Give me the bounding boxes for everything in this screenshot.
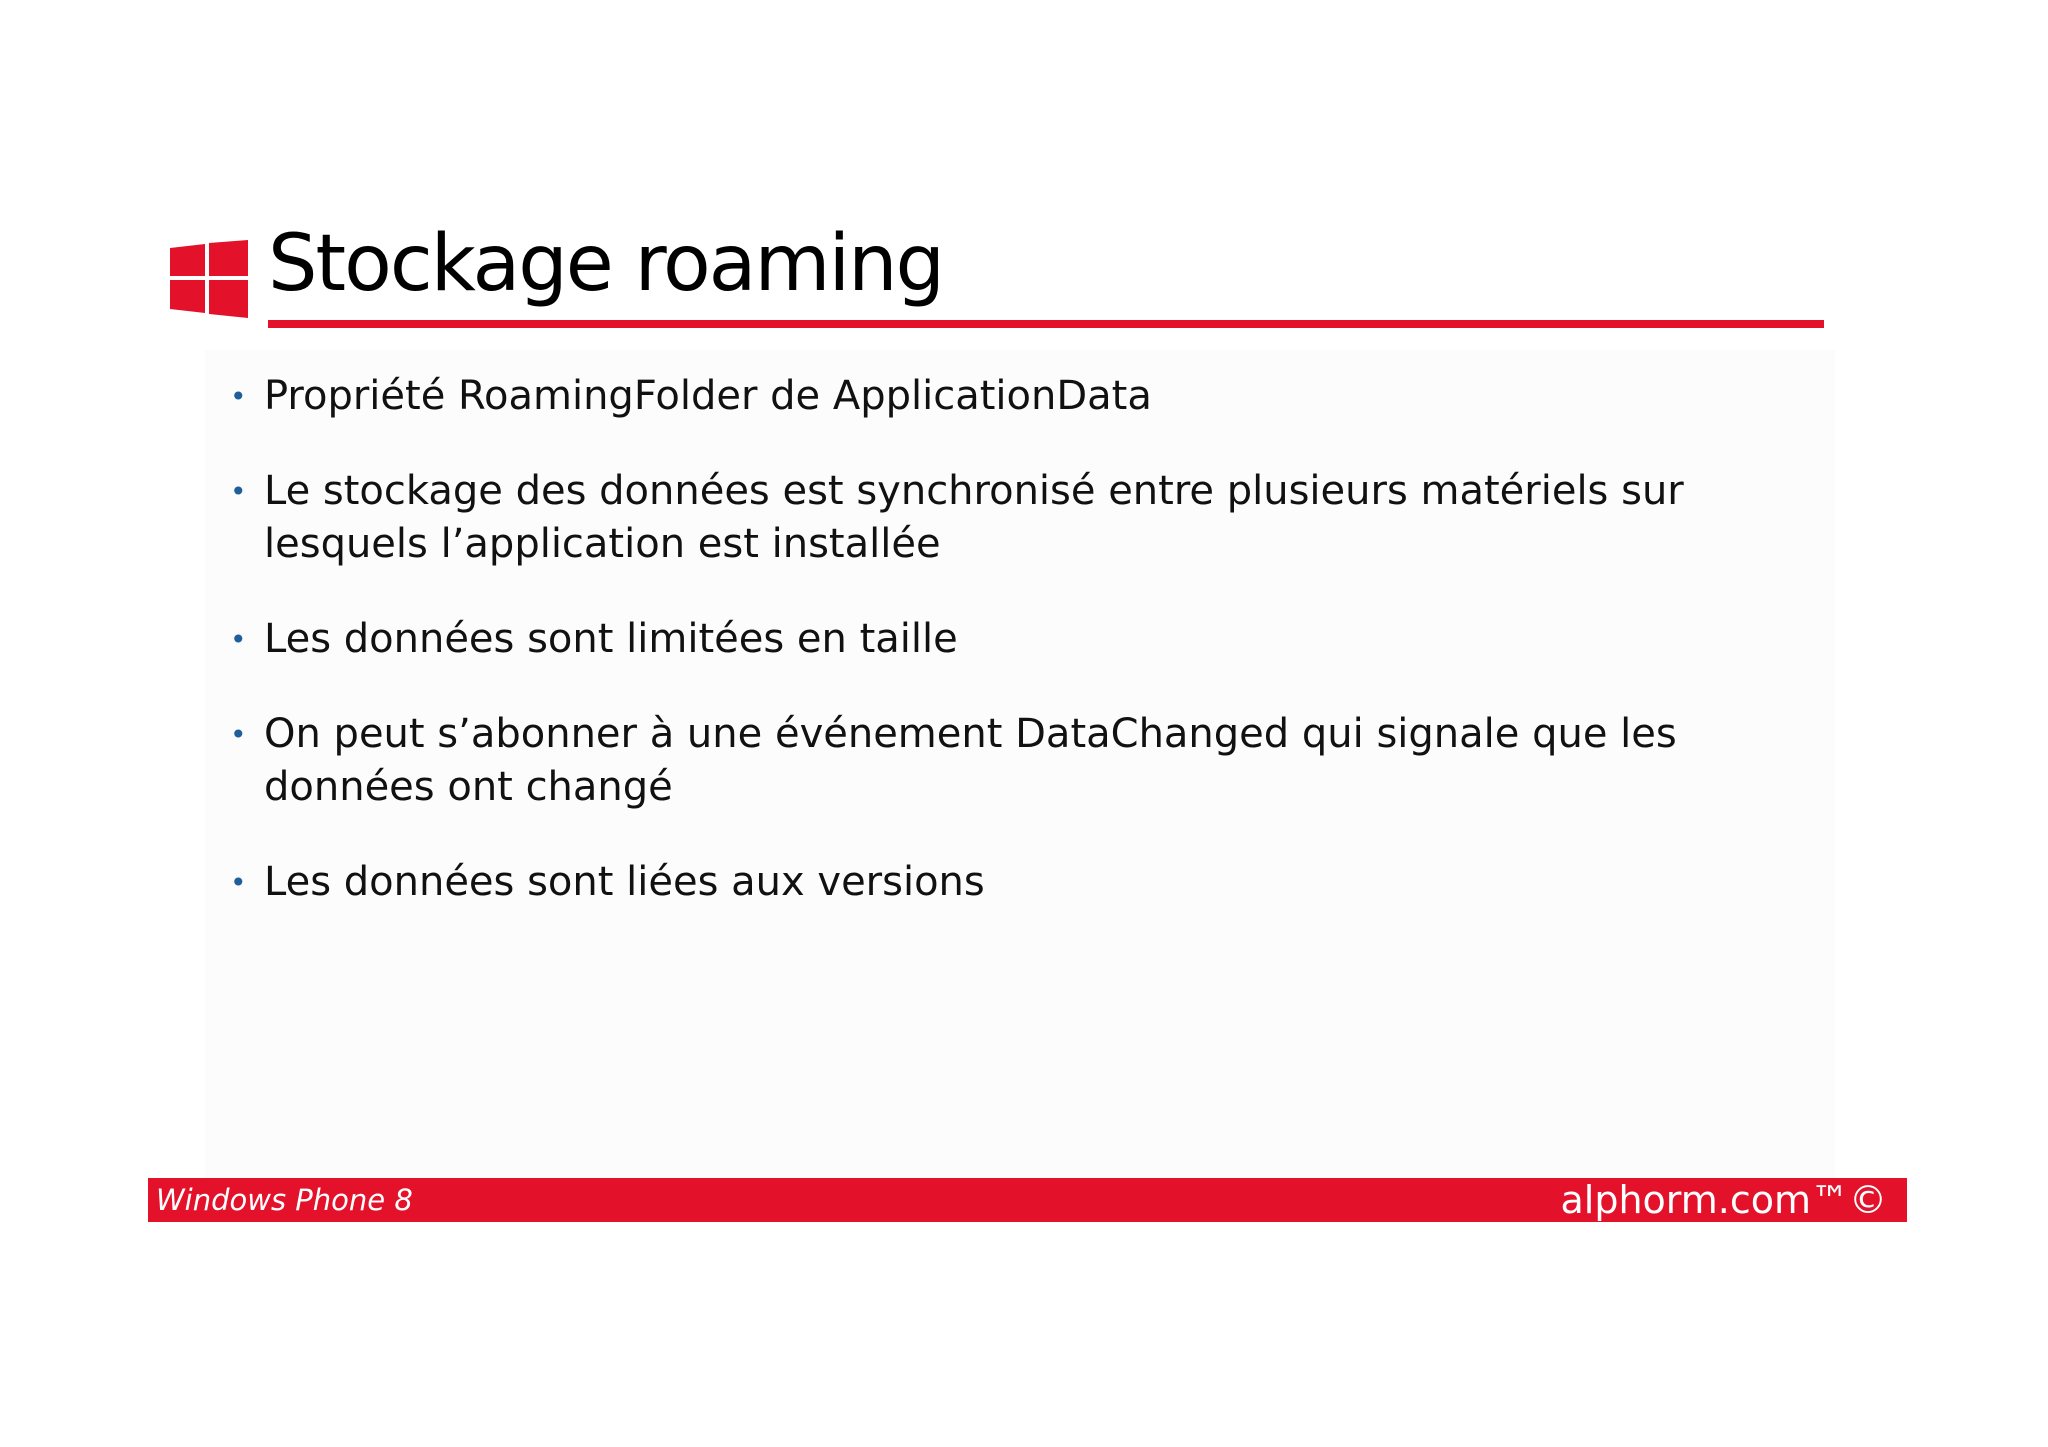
bullet-text: Les données sont limitées en taille bbox=[264, 616, 958, 662]
bullet-item bbox=[230, 465, 1830, 571]
slide-title: Stockage roaming bbox=[268, 219, 944, 309]
bullet-text: Propriété RoamingFolder de ApplicationData bbox=[264, 373, 1152, 419]
bullet-marker: • bbox=[230, 623, 247, 656]
bullet-text: On peut s’abonner à une événement DataChanged qui signale que les données ont changé bbox=[264, 711, 1677, 810]
footer-course-name: Windows Phone 8 bbox=[156, 1183, 413, 1217]
bullet-text: Les données sont liées aux versions bbox=[264, 859, 985, 905]
bullet-marker: • bbox=[230, 475, 247, 508]
windows-logo-icon bbox=[170, 240, 248, 318]
bullet-marker: • bbox=[230, 380, 247, 413]
bullet-marker: • bbox=[230, 718, 247, 751]
bullet-item bbox=[230, 613, 1830, 666]
bullet-item bbox=[230, 856, 1830, 909]
title-underline bbox=[268, 320, 1824, 328]
bullet-marker: • bbox=[230, 866, 247, 899]
bullet-text: Le stockage des données est synchronisé entre plusieurs matériels sur lesquels l’application est installée bbox=[264, 468, 1684, 567]
footer-brand: alphorm.com™© bbox=[1560, 1178, 1887, 1222]
bullet-item bbox=[230, 370, 1830, 423]
footer-bar bbox=[148, 1178, 1907, 1222]
bullet-item bbox=[230, 708, 1830, 814]
bullet-list bbox=[230, 370, 1830, 951]
